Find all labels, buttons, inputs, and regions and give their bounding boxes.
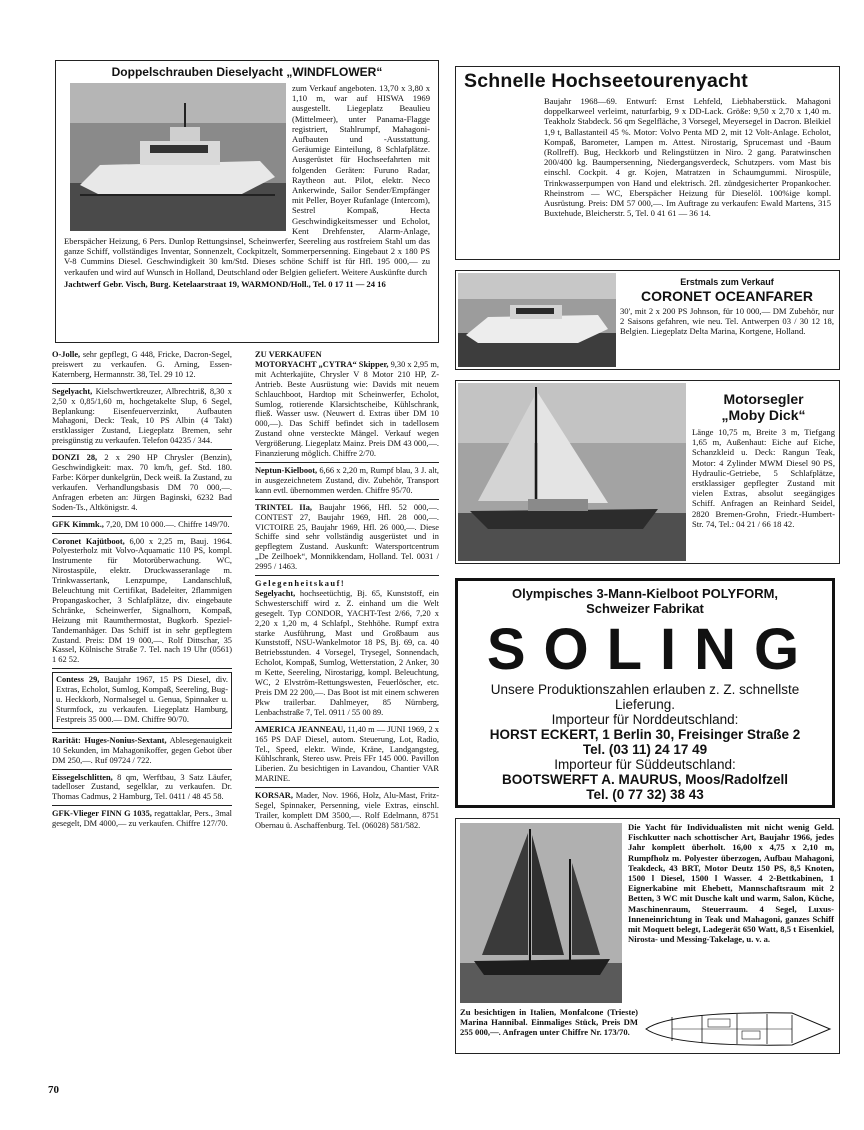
ketch-image [460,823,622,1003]
ad-mobydick [455,380,840,564]
page-number: 70 [48,1084,59,1096]
classified-6: Contess 29, Baujahr 1967, 15 PS Diesel, div. Extras, Echolot, Sumlog, Kompaß, Seereling, Bug- u. Heckkorb, Normalsegel u. Genua, Spinnaker u. Sturmfock, zu verkaufen. Liegeplatz Hamburg, Festpreis 35 000.— DM. Chiffre 90/70. [52,672,232,729]
classified-9: GFK-Vlieger FINN G 1035, regattaklar, Pers., 3mal gesegelt, DM 4000,— zu verkaufen. Chiffre 127/70. [52,809,233,829]
soling-brand: SOLING [486,617,818,682]
soling-headline1: Olympisches 3-Mann-Kielboot POLYFORM, [511,586,779,601]
fischkutter-caption: Zu besichtigen in Italien, Monfalcone (Trieste) Marina Hannibal. Einmaliges Stück, Preis DM 255 000,—. Anfragen unter Chiffre Nr. 173/70. [460,1007,638,1038]
soling-headline2: Schweizer Fabrikat [586,601,704,616]
classified-trintel: TRINTEL IIa, Baujahr 1966, Hfl. 52 000,—. CONTEST 27, Baujahr 1969, Hfl. 28 000,—. VICTOIRE 25, Baujahr 1969, Hfl. 26 000,—. Diese Schiffe sind sehr vollständig ausgerüstet und in gepflegtem Zustand. Auskunft: Watersportcentrum „De Zeilhoek“, Monnikkendam, Holland. Tel. 0031 / 2995 / 1463. [255,502,439,572]
ad-soling [455,578,835,808]
classified-4: GFK Kimmk., 7,20, DM 10 000.—. Chiffre 149/70. [52,519,230,529]
classified-7: Rarität: Huges-Nonius-Sextant, Ablesegenauigkeit 10 Sekunden, im Mahagonikoffer, gegen Gebot über DM 250,—. Ruf 09724 / 722. [52,735,232,765]
mobydick-title-line1: Motorsegler [723,391,804,407]
soling-north-name: HORST ECKERT, 1 Berlin 30, Freisinger Straße 2 [489,727,801,742]
soling-south-label: Importeur für Süddeutschland: [554,757,736,772]
windflower-text: zum Verkauf angeboten. 13,70 x 3,80 x 1,10 m, war auf HISWA 1969 ausgestellt. Liegeplatz Beaulieu (Mittelmeer), unter Panama-Flagge registriert, Stahlrumpf, Mahagoni-Aufbauten und -Ausstattung. Geräumige Einteilung, 8 Schlafplätze. Ausgerüstet für Hochseefahrten mit folgenden Geräten: Furuno Radar, Raytheon aut. Pilot, elektr. Neco Ankerwinde, Sailor Sender/Empfänger mit Peller, Boyer Rufanlage (Intercom), Sestrel Kompaß, Hecta Geschwindigkeitsmesser und Echolot, Kent Drehfenster, Alarm-Anlage, Eberspächer Heizung, 6 Pers. Dunlop Rettungsinsel, Scheinwerfer, Seereling aus rostfreiem Stahl um das ganze Schiff, vollständiges Inventar, Sonnenzelt, Cockpitzelt, Sommerpersenning. Eingebaut 2 x 180 PS V-8 Cummins Diesel. Geschwindigkeit 30 km/Std. Dieses schöne Schiff ist für Hfl. 195 000,— zu verkaufen und wird auf Wunsch in Holland, Deutschland oder Belgien geliefert. Weitere Auskünfte durch [64,83,430,277]
soling-north-tel: Tel. (03 11) 24 17 49 [582,742,708,757]
soling-line2: Lieferung. [614,697,676,712]
windflower-title: Doppelschrauben Dieselyacht „WINDFLOWER“ [111,65,383,79]
classified-gelegenheit: Gelegenheitskauf! Segelyacht, hochseetüchtig, Bj. 65, Kunststoff, ein Schwesterschiff wird z. Z. einhand um die Welt gesegelt. Typ CONDOR, YACHT-Test 2/66, 7,20 x 2,20 x 1,20 m, 4 Schlafpl., Stehhöhe. Rumpf extra starke Ausführung, Mast und Großbaum aus Kunststoff, NSU-Wankelmotor 18 PS, Bj. 69, ca. 40 Betriebsstunden. 4 Vorsegel, Trysegel, Sonnendach, Echolot, Kompaß, Sumlog, Wetterstation, 2 Anker, 30 m Kette, Seereling, Nirostarigg, kompl. Beleuchtung, WC, 2 Elvström-Rettungswesten, Feuerlöscher, etc. Preis DM 22 200,—. Das Boot ist mit einem schweren Pkw trailerbar. Dahlmeyer, 85 Nürnberg, Lenbachstraße 7, Tel. 0911 / 55 00 89. [255,579,439,717]
coronet-text: 30', mit 2 x 200 PS Johnson, für 10 000,— DM Zubehör, nur 2 Saisons gefahren, wie neu. Tel. Antwerpen 03 / 30 12 18, Belgien. Liegeplatz Delta Marina, Kortgene, Holland. [620,306,834,337]
ad-windflower [55,60,439,343]
ad-coronet [455,270,840,370]
classified-1: O-Jolle, sehr gepflegt, G 448, Fricke, Dacron-Segel, preiswert zu verkaufen. G. Arning, Essen-Katernberg, Hermannstr. 38, Tel. 29 10 12. [52,350,232,379]
coronet-title: CORONET OCEANFARER [641,288,813,304]
motorsailer-image [458,383,686,561]
fischkutter-text: Die Yacht für Individualisten mit nicht wenig Geld. Fischkutter nach schottischer Art, Baujahr 1966, jedes Jahr komplett überholt. 16,00 x 4,75 x 2,10 m, Rumpfholz m. Polyester überzogen, Aufbau Mahagoni, Teakdeck, 43 BRT, Motor Deutz 150 PS, 8,5 Knoten, 1500 l Diesel, 1500 l Wasser. 4 2-Bettkabinen, 1 Eignerkabine mit Ehebett, Mannschaftsraum mit 2 Betten, 3 WC mit Dusche kalt und warm, Salon, Küche, Maschinenraum, Steuerraum. 4 Segel, Luxus-Inneneinrichtung in Teak und Mahagoni, ganzes Schiff mit Moquett belegt, Ladegerät 650 Watt, 8,5 t Eisenkiel, Nirosta- und Messing-Takelage, u. v. a. [628,822,834,945]
windflower-contact: Jachtwerf Gebr. Visch, Burg. Ketelaarstraat 19, WARMOND/Holl., Tel. 0 17 11 — 24 16 [64,278,386,289]
column-classifieds-1 [52,350,232,830]
coronet-photo [458,273,616,367]
soling-south-name: BOOTSWERFT A. MAURUS, Moos/Radolfzell [502,772,788,787]
ad-hochsee [455,66,840,260]
classified-3: DONZI 28, 2 x 290 HP Chrysler (Benzin), Geschwindigkeit: max. 70 km/h, gef. Std. 180. Farbe: Körper dunkelgrün, Deck weiß. Ia Zustand, zu verkaufen. Verhandlungsbasis DM 70 000,—. Anfragen erbeten an: Jürgen Baginski, 6232 Bad Soden-Ts., Altkönigstr. 4. [52,453,232,512]
classified-america: AMERICA JEANNEAU, 11,40 m — JUNI 1969, 2 x 165 PS DAF Diesel, autom. Steuerung, Lot, Radio, Tel., Speed, elektr. Winde, Kräne, Landgangsteg, Kühlschrank, Stereo usw. Preis FFr 145 000. Pavillon Liberien. Zu besichtigen in Lavandou, Chantier VAR MARINE. [255,724,439,784]
speedboat-image [458,273,616,367]
mobydick-title-line2: „Moby Dick“ [721,407,806,423]
column-classifieds-2 [255,350,439,832]
classified-2: Segelyacht, Kielschwertkreuzer, Albrechtriß, 8,30 x 2,50 x 0,85/1,60 m, hochgetakelte Slup, 6 Segel, Beplankung: Eisenfeuerverzinkt, Aufbauten Mahagoni, Deck: Teak, 10 PS Albin (4 Takt) erstklassiger Zustand, Liegeplatz Bremen, sehr preisgünstig zu verkaufen. Telefon 04235 / 344. [52,386,232,446]
mobydick-photo [458,383,686,561]
soling-south-tel: Tel. (0 77 32) 38 43 [586,787,704,802]
coronet-kicker: Erstmals zum Verkauf [680,277,774,287]
classified-cytra: ZU VERKAUFEN MOTORYACHT „CYTRA“ Skipper, 9,30 x 2,95 m, mit Achterkajüte, Chrysler V 8 Motor 210 HP, Z-Antrieb. Beste Ausrüstung wie: Davids mit neuem Schlauchboot, Hardtop mit Scheinwerfer, Echolot, Sumlog, rotierende Klarsichtscheibe, Kühlschrank, fließ. Wasser usw. (Neuwert d. Extras über DM 10 000,—). Das Schiff befindet sich in tadellosem Zustand ohne versteckte Mängel. Verkauf wegen Vergrößerung. Liegeplatz Mainz. Preis DM 43 000,—. Finanzierung möglich. Chiffre 2/70. [255,350,439,459]
hochsee-text: Baujahr 1968—69. Entwurf: Ernst Lehfeld, Liebhaberstück. Mahagoni doppelkarweel verleimt, naturfarbig, 9 x DD-Lack. Größe: 9,50 x 2,70 x 1,40 m. Teakholz Stabdeck. 56 qm Segelfläche, 3 Vorsegel, Meyersegel in Dacron. Bleikiel 1,9 t, Ballastanteil 45 %. Motor: Volvo Penta MD 2, mit 12 Volt-Anlage. Echolot, Kompaß, Barometer, Lampen m. Attest. Nirostarig, Sprucemast und -Baum (Rollreff). Bug, Heckkorb und Relingstützen in Niro. 2 gang. Paratwinschen 200/400 kg. Baumpersenning, Niedergangsverdeck, Schutzpers. vom Mast bis einschl. Cockpit. 4 gr. Kojen, Matratzen in Schaumgummi. Nirospüle, Trinkwasserpumpen von Hand und elektrisch. 2fl. zündgesicherter Propankocher. Rheinstrom — WC, Eberspächer Heizung für Dieselöl. 100%ige kompl. Ausrüstung. Preis: DM 57 000,—. Im Auftrage zu verkaufen: Ewald Martens, 315 Buxtehude, Bleicherstr. 5, Tel. 0 41 61 — 36 14. [544,96,831,219]
classified-korsar: KORSAR, Mader, Nov. 1966, Holz, Alu-Mast, Fritz-Segel, Spinnaker, Persenning, viele Extras, einschl. Trailer, komplett DM 3500,—. Rolf Edelmann, 8751 Obernau ü. Aschaffenburg. Tel. (06028) 581/582. [255,791,439,830]
fischkutter-photo [460,823,622,1003]
classified-neptun: Neptun-Kielboot, 6,66 x 2,20 m, Rumpf blau, 3 J. alt, in ausgezeichnetem Zustand, div. Zubehör, Transport kann evtl. übernommen werden. Chiffre 95/70. [255,465,439,495]
windflower-photo [70,83,286,231]
motor-yacht-image [70,83,286,231]
deck-plan-icon [642,1007,836,1051]
deckplan-drawing [642,1007,836,1051]
classified-5: Coronet Kajütboot, 6,00 x 2,25 m, Bauj. 1964. Polyesterholz mit Volvo-Aquamatic 110 PS, kompl. Instrumente für Motorüberwachung. WC, Nirostaspüle, elektr. Druckwasseranlage m. Trinkwassertank, Lenzpumpe, Landanschluß, Beleuchtung mit Certifikat, Badeleiter, 2flammigen Propangaskocher, 3 Schlafplätze, div. eingebaute Schränke, Scheinwerfer, Signalhorn, Kompaß, Heizung mit Raumthermostat, Bugkorb. Speziel-Tandemanhäger. Das Schiff ist in sehr gepflegtem Zustand. Preis: DM 19 000,—. Rolf Dittschar, 35 Kassel, Kölnische Straße 7. Tel. nach 19 Uhr (0561) 1 62 52. [52,536,232,665]
mobydick-text: Länge 10,75 m, Breite 3 m, Tiefgang 1,65 m, Außenhaut: Eiche auf Eiche, Schanzkleid u. Deck: Rangun Teak, Motor: 4 Zylinder MWM Diesel 90 PS, Hydraulic-Getriebe, 5 Schlafplätze, erstklassiger gepflegter Zustand mit vielen Extras, absolut seegängiges Schiff. Anfragen an Reinhard Seidel, 2820 Bremen-Grohn, Friedr.-Humbert-Str. 74, Tel.: 04 21 / 66 18 42. [692,427,835,529]
soling-north-label: Importeur für Norddeutschland: [551,712,739,727]
soling-line1: Unsere Produktionszahlen erlauben z. Z. schnellste [490,682,800,697]
ad-fischkutter [455,818,840,1054]
classified-8: Eissegelschlitten, 8 qm, Werftbau, 3 Satz Läufer, tadelloser Zustand, segelklar, zu verkaufen. Dr. Thomas Cadmus, 2 Hamburg, Tel. 0411 / 48 45 58. [52,772,232,802]
hochsee-title: Schnelle Hochseetourenyacht [464,70,748,92]
